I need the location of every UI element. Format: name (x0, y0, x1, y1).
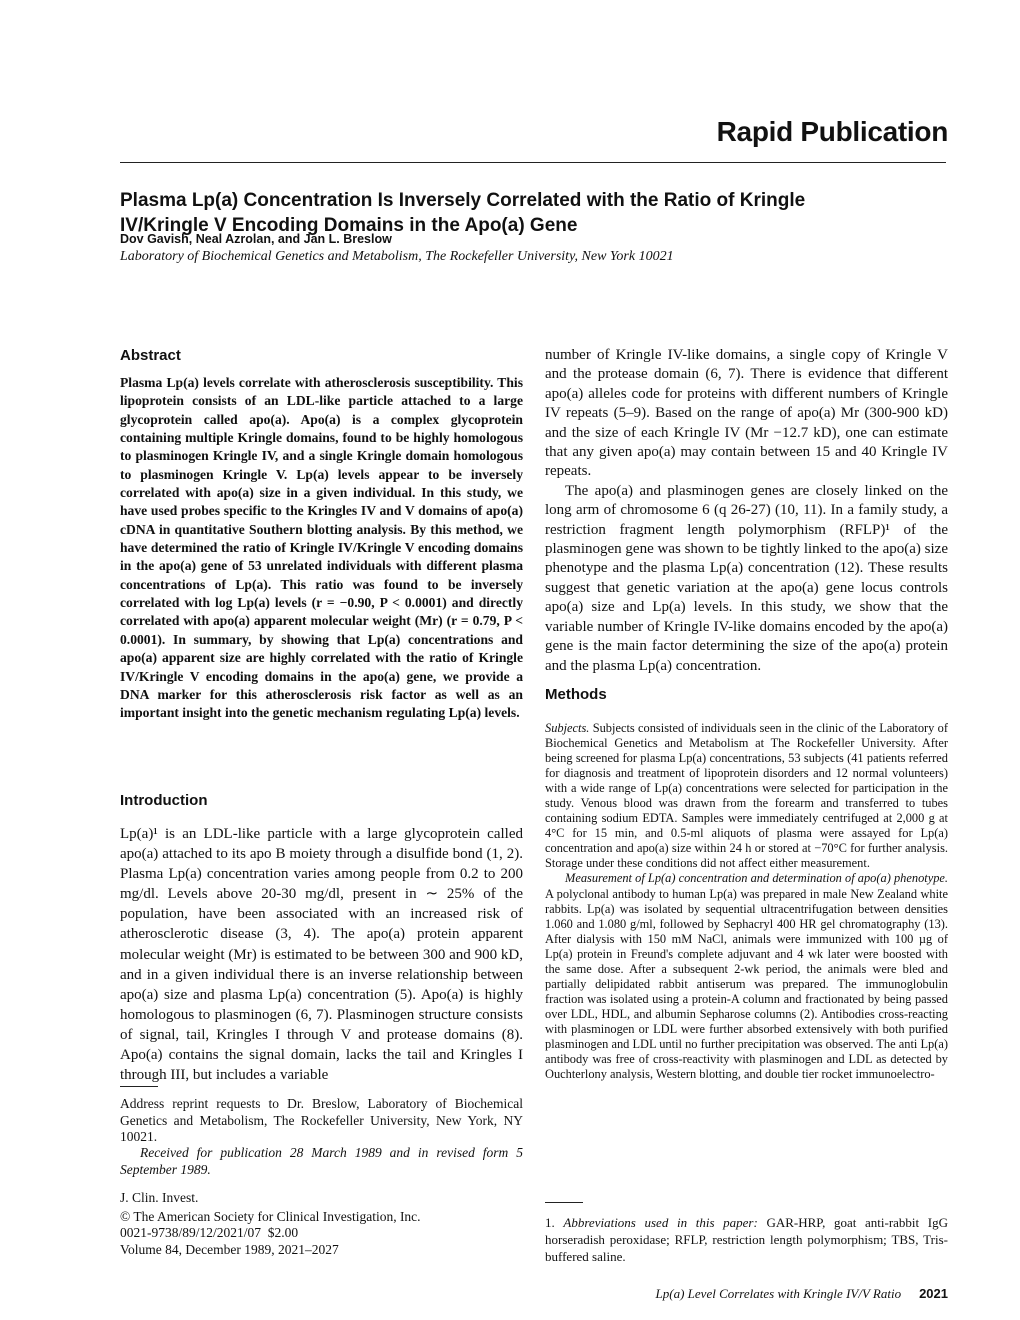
abbreviations-footnote (545, 1214, 948, 1265)
affiliation: Laboratory of Biochemical Genetics and Metabolism, The Rockefeller University, New York 10021 (120, 249, 674, 264)
page-footer (656, 1286, 948, 1302)
abstract-heading: Abstract (120, 347, 181, 364)
authors: Dov Gavish, Neal Azrolan, and Jan L. Breslow (120, 232, 392, 246)
footnote-number: 1. (545, 1215, 564, 1230)
abstract-text: Plasma Lp(a) levels correlate with atherosclerosis susceptibility. This lipoprotein consists of an LDL-like particle attached to a large glycoprotein called apo(a). Apo(a) is a complex glycoprotein containing multiple Kringle domains, found to be highly homologous to plasminogen Kringle IV, and a single Kringle domain homologous to plasminogen Kringle V. Lp(a) levels appear to be inversely correlated with apo(a) size in a given individual. In this study, we have used probes specific to the Kringles IV and V domains of apo(a) cDNA in quantitative Southern blotting analysis. By this method, we have determined the ratio of Kringle IV/Kringle V encoding domains in the apo(a) gene of 53 unrelated individuals with different plasma concentrations of Lp(a). This ratio was found to be inversely correlated with log Lp(a) levels (r = −0.90, P < 0.0001) and directly correlated with apo(a) apparent molecular weight (Mr) (r = 0.79, P < 0.0001). In summary, by showing that Lp(a) concentrations and apo(a) apparent size are highly correlated with the ratio of Kringle IV/Kringle V encoding domains in the apo(a) gene, we provide a DNA marker for this atherosclerosis risk factor as well as an important insight into the genetic mechanism regulating Lp(a) levels. (120, 375, 523, 721)
page-number: 2021 (919, 1286, 948, 1301)
footnote-rule-right (545, 1202, 583, 1203)
footnote-text: GAR-HRP, goat anti-rabbit IgG horseradish peroxidase; RFLP, restriction length polymorphism; TBS, Tris-buffered saline. (545, 1215, 949, 1264)
volume-info: Volume 84, December 1989, 2021–2027 (120, 1241, 339, 1257)
subjects-label: Subjects. (545, 721, 590, 735)
correspondence-address: Address reprint requests to Dr. Breslow, Laboratory of Biochemical Genetics and Metabolism, The Rockefeller University, New York, NY 10021. (120, 1096, 523, 1144)
received-date: Received for publication 28 March 1989 and in revised form 5 September 1989. (120, 1145, 523, 1177)
copyright: © The American Society for Clinical Investigation, Inc. (120, 1208, 421, 1224)
footnote-label: Abbreviations used in this paper: (563, 1215, 758, 1230)
introduction-paragraph-1-cont: number of Kringle IV-like domains, a single copy of Kringle V and the protease domain (6, 7). There is evidence that different apo(a) alleles code for proteins with different numbers of Kringle IV repeats (5–9). Based on the range of apo(a) Mr (300-900 kD) and the size of each Kringle IV (Mr −12.7 kD), one can estimate that any given apo(a) may contain between 15 and 40 Kringle IV repeats. (545, 347, 948, 480)
methods-text (545, 721, 948, 1082)
journal-info (120, 1190, 421, 1258)
issn-code: 0021-9738/89/12/2021/07 $2.00 (120, 1225, 299, 1240)
introduction-paragraph-2: The apo(a) and plasminogen genes are closely linked on the long arm of chromosome 6 (q 26-27) (10, 11). In a family study, a restriction fragment length polymorphism (RFLP)¹ of the plasminogen gene was shown to be tightly linked to the apo(a) size phenotype and the plasma Lp(a) concentration (12). These results suggest that genetic variation at the apo(a) gene locus controls apo(a) size and Lp(a) levels. In this study, we show that the variable number of Kringle IV-like domains encoded by the apo(a) gene is the main factor determining the size of the apo(a) protein and the plasma Lp(a) concentration. (545, 482, 948, 674)
measurement-label: Measurement of Lp(a) concentration and determination of apo(a) phenotype. (565, 871, 948, 886)
footnote-rule (120, 1086, 158, 1087)
methods-measurement-paragraph (545, 871, 948, 1082)
introduction-heading: Introduction (120, 792, 208, 809)
introduction-continued (545, 346, 948, 676)
header-rule (120, 162, 946, 163)
subjects-text: Subjects consisted of individuals seen in the clinic of the Laboratory of Biochemical Genetics and Metabolism at The Rockefeller University. After being screened for plasma Lp(a) concentrations, 53 subjects (41 patients referred for diagnosis and treatment of lipoprotein disorders and 12 normal volunteers) with a wide range of Lp(a) concentrations were selected for participation in the study. Venous blood was drawn from the forearm and transferred to tubes containing sodium EDTA. Samples were immediately centrifuged at 2,000 g at 4°C for 15 min, and 0.5-ml aliquots of plasma were assayed for Lp(a) concentration and apo(a) size within 24 h or stored at −70°C for further analysis. Storage under these conditions did not affect either measurement. (545, 721, 948, 871)
journal-name: J. Clin. Invest. (120, 1190, 199, 1205)
introduction-paragraph-1: Lp(a)¹ is an LDL-like particle with a large glycoprotein called apo(a) attached to its apo B moiety through a disulfide bond (1, 2). Plasma Lp(a) concentration varies among people from 0.2 to 200 mg/dl. Levels above 20-30 mg/dl, present in ∼ 25% of the population, have been associated with an increased risk of atherosclerotic disease (3, 4). The apo(a) protein apparent molecular weight (Mr) is estimated to be between 300 and 900 kD, and in a given individual there is an inverse relationship between apo(a) size and plasma Lp(a) concentration (5). Apo(a) is highly homologous to plasminogen (6, 7). Plasminogen structure consists of signal, tail, Kringles I through V and protease domains (8). Apo(a) contains the signal domain, lacks the tail and Kringles I through III, but includes a variable (120, 826, 523, 1084)
methods-subjects-paragraph (545, 721, 948, 871)
methods-heading: Methods (545, 686, 607, 703)
section-banner: Rapid Publication (716, 116, 948, 147)
running-title: Lp(a) Level Correlates with Kringle IV/V Ratio (655, 1286, 902, 1301)
article-title: Plasma Lp(a) Concentration Is Inversely Correlated with the Ratio of Kringle IV/Kringle V Encoding Domains in the Apo(a) Gene (120, 190, 806, 236)
measurement-text: A polyclonal antibody to human Lp(a) was prepared in male New Zealand white rabbits. Lp(a) was isolated by sequential ultracentrifugation between densities 1.060 and 1.080 g/ml, followed by Sephacryl 400 HR gel chromatography (13). After dialysis with 150 mM NaCl, animals were immunized with 100 µg of Lp(a) protein in Freund's complete adjuvant and 4 wk later were boosted with the same dose. After a subsequent 2-wk period, the animals were bled and partially delipidated rabbit antiserum was prepared. The immunoglobulin fraction was isolated using a protein-A column and fractionated by being passed over LDL, HDL, and albumin Sepharose columns (2). Antibodies cross-reacting with plasminogen or LDL were further absorbed extensively with both purified plasminogen and LDL until no further precipitation was observed. The anti Lp(a) antibody was free of cross-reactivity with plasminogen and LDL as detected by Ouchterlony analysis, Western blotting, and double tier rocket immunoelectro- (545, 886, 948, 1082)
